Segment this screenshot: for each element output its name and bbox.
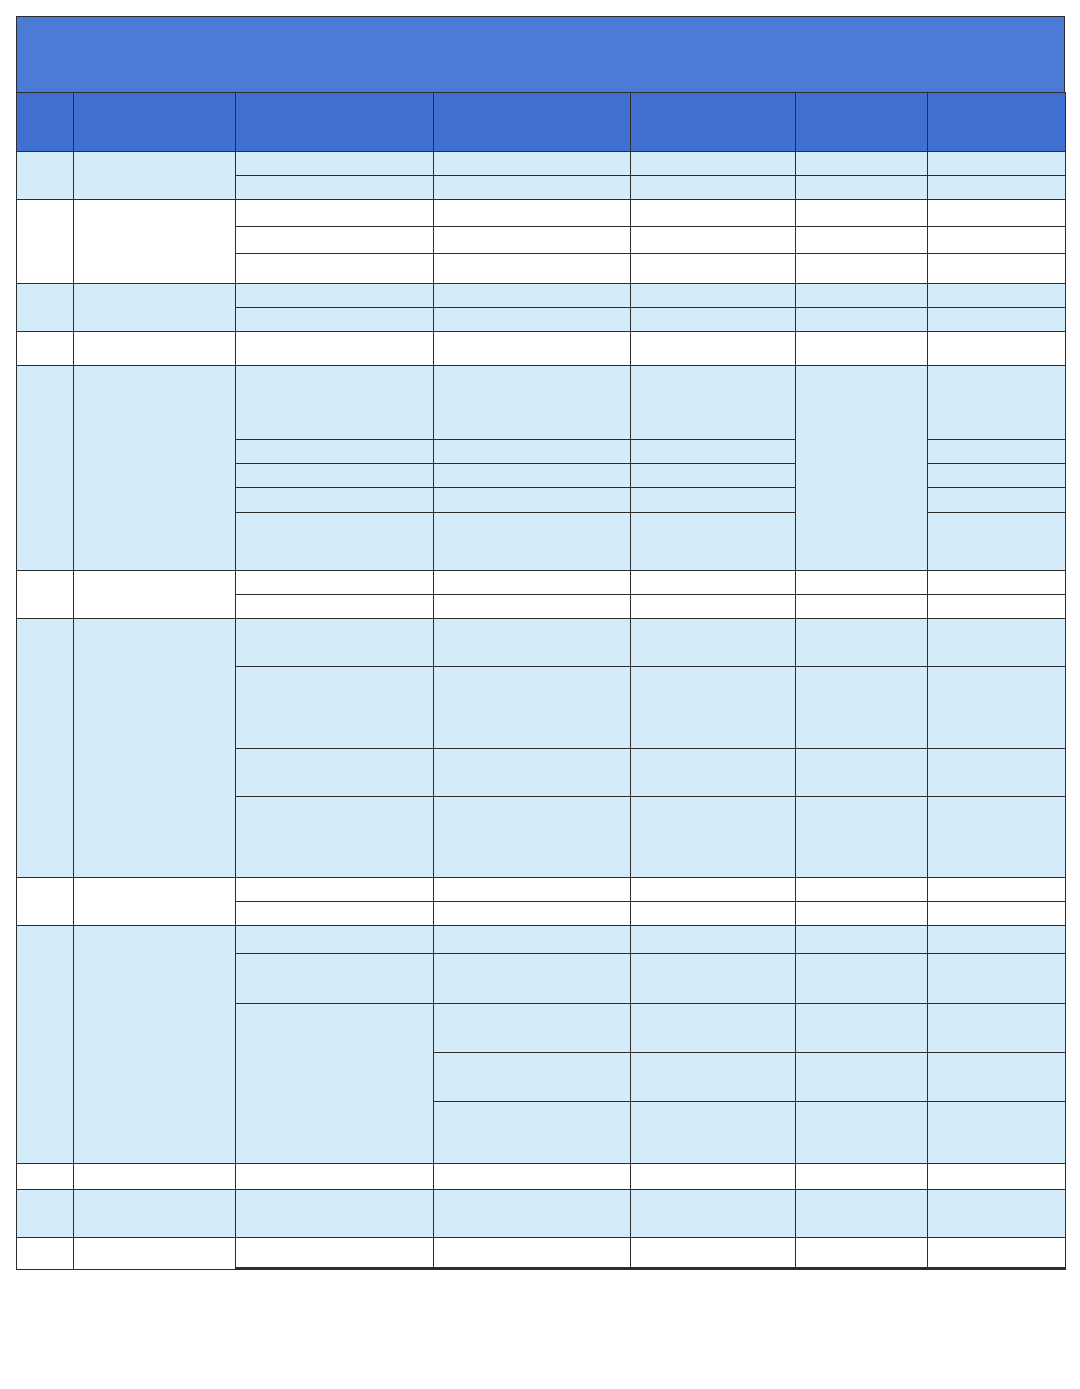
major-name (434, 902, 631, 926)
college-name (236, 513, 434, 571)
major-name (434, 1269, 631, 1270)
table-row (17, 878, 1066, 902)
enrollment-count (631, 332, 796, 366)
major-name (434, 440, 631, 464)
public-course (796, 1102, 928, 1164)
table-row (17, 366, 1066, 440)
major-name (434, 1190, 631, 1238)
enrollment-count (631, 227, 796, 254)
major-course (928, 902, 1066, 926)
college-name (236, 954, 434, 1004)
public-course (796, 954, 928, 1004)
major-course (928, 1238, 1066, 1268)
table-row (17, 332, 1066, 366)
major-name (434, 200, 631, 227)
table-row (17, 200, 1066, 227)
row-number (17, 1190, 74, 1238)
enrollment-count (631, 1053, 796, 1102)
college-name (236, 595, 434, 619)
table-row (17, 284, 1066, 308)
college-name (236, 464, 434, 488)
college-name (236, 619, 434, 667)
row-number (17, 200, 74, 284)
enrollment-count (631, 284, 796, 308)
major-name (434, 619, 631, 667)
college-name (236, 366, 434, 440)
row-number (17, 152, 74, 200)
major-name (434, 227, 631, 254)
major-course (928, 1053, 1066, 1102)
college-name (236, 200, 434, 227)
enrollment-count (631, 749, 796, 797)
school-name (74, 200, 236, 284)
row-number (17, 366, 74, 571)
enrollment-count (631, 308, 796, 332)
major-course (928, 488, 1066, 513)
major-course (928, 797, 1066, 878)
major-course (928, 366, 1066, 440)
college-name (236, 227, 434, 254)
public-course (796, 366, 928, 571)
public-course (796, 1190, 928, 1238)
enrollment-count (631, 176, 796, 200)
title-banner (16, 16, 1065, 92)
header-major-course (928, 93, 1066, 152)
header-enrollment (631, 93, 796, 152)
college-name (236, 1238, 434, 1268)
major-course (928, 254, 1066, 284)
major-name (434, 284, 631, 308)
header-school (74, 93, 236, 152)
major-name (434, 152, 631, 176)
major-course (928, 1190, 1066, 1238)
college-name (236, 254, 434, 284)
enrollment-count (631, 571, 796, 595)
major-name (434, 878, 631, 902)
school-name (74, 878, 236, 926)
public-course (796, 308, 928, 332)
major-course (928, 200, 1066, 227)
row-number (17, 1164, 74, 1190)
college-name (236, 284, 434, 308)
public-course (796, 1238, 928, 1268)
major-name (434, 1164, 631, 1190)
major-name (434, 1004, 631, 1053)
enrollment-count (631, 595, 796, 619)
public-course (796, 227, 928, 254)
school-name (74, 1164, 236, 1190)
table-row (17, 152, 1066, 176)
schools-table (16, 92, 1066, 1270)
row-number (17, 1238, 74, 1270)
enrollment-count (631, 878, 796, 902)
major-name (434, 1238, 631, 1268)
public-course (796, 1053, 928, 1102)
table-row (17, 1190, 1066, 1238)
college-name (236, 749, 434, 797)
major-course (928, 595, 1066, 619)
table-row (17, 1164, 1066, 1190)
school-name (74, 332, 236, 366)
public-course (796, 926, 928, 954)
public-course (796, 1164, 928, 1190)
enrollment-count (631, 619, 796, 667)
header-college (236, 93, 434, 152)
public-course (796, 667, 928, 749)
major-course (928, 1102, 1066, 1164)
public-course (796, 749, 928, 797)
public-course (796, 878, 928, 902)
enrollment-count (631, 254, 796, 284)
college-name (236, 571, 434, 595)
college-name (236, 488, 434, 513)
college-name (236, 1004, 434, 1164)
public-course (796, 200, 928, 227)
major-course (928, 926, 1066, 954)
major-name (434, 797, 631, 878)
college-name (236, 797, 434, 878)
row-number (17, 284, 74, 332)
college-name (236, 176, 434, 200)
row-number (17, 926, 74, 1164)
major-name (434, 366, 631, 440)
major-course (928, 176, 1066, 200)
enrollment-count (631, 488, 796, 513)
public-course (796, 176, 928, 200)
public-course (796, 571, 928, 595)
enrollment-count (631, 1164, 796, 1190)
major-name (434, 176, 631, 200)
enrollment-count (631, 954, 796, 1004)
header-no (17, 93, 74, 152)
major-name (434, 254, 631, 284)
enrollment-count (631, 1102, 796, 1164)
public-course (796, 1269, 928, 1270)
enrollment-count (631, 366, 796, 440)
school-name (74, 152, 236, 200)
college-name (236, 332, 434, 366)
school-name (74, 366, 236, 571)
enrollment-count (631, 152, 796, 176)
college-name (236, 1269, 434, 1270)
major-name (434, 749, 631, 797)
public-course (796, 797, 928, 878)
public-course (796, 1004, 928, 1053)
header-row (17, 93, 1066, 152)
school-name (74, 1238, 236, 1270)
major-course (928, 152, 1066, 176)
major-name (434, 571, 631, 595)
school-name (74, 571, 236, 619)
enrollment-count (631, 1238, 796, 1268)
table-row (17, 1238, 1066, 1268)
enrollment-count (631, 1190, 796, 1238)
college-name (236, 1164, 434, 1190)
major-course (928, 667, 1066, 749)
table-body (17, 152, 1066, 1270)
enrollment-count (631, 667, 796, 749)
major-course (928, 1004, 1066, 1053)
enrollment-count (631, 926, 796, 954)
major-name (434, 332, 631, 366)
enrollment-count (631, 1269, 796, 1270)
public-course (796, 152, 928, 176)
enrollment-count (631, 513, 796, 571)
major-course (928, 1164, 1066, 1190)
college-name (236, 878, 434, 902)
school-name (74, 1190, 236, 1238)
header-public-course (796, 93, 928, 152)
major-course (928, 464, 1066, 488)
public-course (796, 284, 928, 308)
major-name (434, 954, 631, 1004)
major-name (434, 464, 631, 488)
enrollment-count (631, 1004, 796, 1053)
college-name (236, 440, 434, 464)
table-row (17, 571, 1066, 595)
enrollment-count (631, 440, 796, 464)
table-row (17, 619, 1066, 667)
major-name (434, 1102, 631, 1164)
table-container (16, 16, 1065, 1270)
college-name (236, 667, 434, 749)
major-name (434, 308, 631, 332)
school-name (74, 926, 236, 1164)
row-number (17, 878, 74, 926)
row-number (17, 619, 74, 878)
major-course (928, 513, 1066, 571)
public-course (796, 619, 928, 667)
college-name (236, 902, 434, 926)
major-name (434, 488, 631, 513)
major-course (928, 571, 1066, 595)
major-course (928, 619, 1066, 667)
enrollment-count (631, 464, 796, 488)
major-course (928, 227, 1066, 254)
major-course (928, 284, 1066, 308)
school-name (74, 619, 236, 878)
public-course (796, 332, 928, 366)
major-course (928, 749, 1066, 797)
college-name (236, 1190, 434, 1238)
major-name (434, 926, 631, 954)
enrollment-count (631, 902, 796, 926)
major-name (434, 513, 631, 571)
enrollment-count (631, 200, 796, 227)
major-name (434, 595, 631, 619)
header-major (434, 93, 631, 152)
major-course (928, 332, 1066, 366)
major-course (928, 308, 1066, 332)
college-name (236, 308, 434, 332)
table-row (17, 926, 1066, 954)
major-course (928, 878, 1066, 902)
public-course (796, 595, 928, 619)
major-course (928, 1269, 1066, 1270)
public-course (796, 902, 928, 926)
college-name (236, 152, 434, 176)
major-name (434, 1053, 631, 1102)
enrollment-count (631, 797, 796, 878)
row-number (17, 571, 74, 619)
college-name (236, 926, 434, 954)
school-name (74, 284, 236, 332)
major-name (434, 667, 631, 749)
major-course (928, 440, 1066, 464)
major-course (928, 954, 1066, 1004)
row-number (17, 332, 74, 366)
public-course (796, 254, 928, 284)
